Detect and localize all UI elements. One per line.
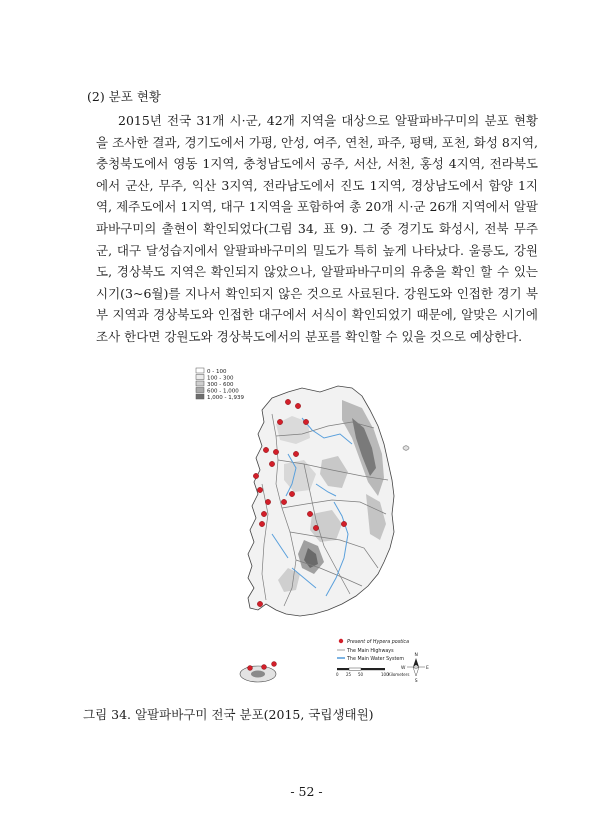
svg-text:N: N bbox=[414, 653, 418, 658]
svg-text:W: W bbox=[401, 666, 406, 671]
occurrence-point bbox=[253, 473, 258, 478]
elevation-label-3: 300 - 600 bbox=[207, 382, 234, 388]
svg-text:0: 0 bbox=[336, 672, 339, 677]
occurrence-point bbox=[313, 525, 318, 530]
occurrence-point bbox=[272, 662, 277, 667]
symbol-legend bbox=[337, 639, 409, 662]
occurrence-point bbox=[265, 499, 270, 504]
occurrence-point bbox=[259, 521, 264, 526]
page-number: - 52 - bbox=[290, 784, 323, 799]
occurrence-point bbox=[307, 511, 312, 516]
svg-text:E: E bbox=[426, 666, 429, 671]
svg-text:25: 25 bbox=[346, 672, 352, 677]
occurrence-point bbox=[248, 666, 253, 671]
elevation-label-4: 600 - 1,000 bbox=[207, 388, 239, 395]
svg-text:100: 100 bbox=[381, 672, 389, 677]
occurrence-point bbox=[293, 451, 298, 456]
occurrence-point bbox=[281, 499, 286, 504]
elevation-swatch-2 bbox=[196, 375, 204, 380]
occurrence-point bbox=[295, 403, 300, 408]
jeju-island bbox=[240, 666, 276, 682]
elevation-swatch-5 bbox=[196, 394, 204, 399]
occurrence-point bbox=[262, 665, 267, 670]
legend-water-label: The Main Water System bbox=[347, 657, 405, 662]
occurrence-point bbox=[269, 461, 274, 466]
figure-caption: 그림 34. 알팔파바구미 전국 분포(2015, 국립생태원) bbox=[83, 707, 374, 722]
svg-text:Kilometers: Kilometers bbox=[388, 672, 410, 677]
occurrence-point bbox=[273, 449, 278, 454]
elevation-legend bbox=[196, 368, 244, 401]
legend-present-marker bbox=[339, 639, 343, 643]
section-heading: (2) 분포 현황 bbox=[87, 89, 161, 104]
occurrence-point bbox=[289, 491, 294, 496]
svg-text:50: 50 bbox=[358, 672, 364, 677]
elevation-swatch-4 bbox=[196, 388, 204, 393]
legend-present-label: Present of Hypera postica bbox=[347, 640, 410, 645]
scale-bar bbox=[336, 668, 409, 677]
occurrence-point bbox=[261, 511, 266, 516]
elevation-label-2: 100 - 300 bbox=[207, 375, 234, 382]
distribution-map-figure bbox=[192, 364, 432, 694]
occurrence-point bbox=[263, 447, 268, 452]
legend-highway-label: The Main Highways bbox=[347, 649, 394, 654]
occurrence-point bbox=[341, 521, 346, 526]
occurrence-point bbox=[277, 419, 282, 424]
north-arrow-icon bbox=[401, 652, 429, 684]
elevation-label-1: 0 - 100 bbox=[207, 369, 227, 375]
ulleungdo-island bbox=[403, 446, 409, 450]
body-paragraph: 2015년 전국 31개 시·군, 42개 지역을 대상으로 알팔파바구미의 분포 현황을 조사한 결과, 경기도에서 가평, 안성, 여주, 연천, 파주, 평택, 포천, 화성 8지역, 충청북도에서 영동 1지역, 충청남도에서 공주, 서산, 서천, 홍성 4지역, 전라북도에서 군산, 무주, 익산 3지역, 전라남도에서 진도 1지역, 경상남도에서 함양 1지역, 제주도에서 1지역, 대구 1지역을 포함하여 총 20개 시·군 26개 지역에서 알팔파바구미의 출현이 확인되었다(그림 34, 표 9). 그 중 경기도 화성시, 전북 무주군, 대구 달성습지에서 알팔파바구미의 밀도가 특히 높게 나타났다. 울릉도, 강원도, 경상북도 지역은 확인되지 않았으나, 알팔파바구미의 유충을 확인 할 수 있는 시기(3~6월)를 지나서 확인되지 않은 것으로 사료된다. 강원도와 인접한 경기 북부 지역과 경상북도와 인접한 대구에서 서식이 확인되었기 때문에, 알맞은 시기에 조사 한다면 강원도와 경상북도에서의 분포를 확인할 수 있을 것으로 예상한다. bbox=[96, 113, 538, 344]
occurrence-point bbox=[257, 601, 262, 606]
occurrence-point bbox=[303, 419, 308, 424]
elevation-label-5: 1,000 - 1,939 bbox=[207, 395, 244, 401]
korea-map bbox=[192, 364, 432, 694]
elevation-swatch-3 bbox=[196, 381, 204, 386]
elevation-swatch-1 bbox=[196, 368, 204, 373]
occurrence-point bbox=[285, 399, 290, 404]
occurrence-point bbox=[257, 487, 262, 492]
svg-text:S: S bbox=[414, 679, 418, 684]
